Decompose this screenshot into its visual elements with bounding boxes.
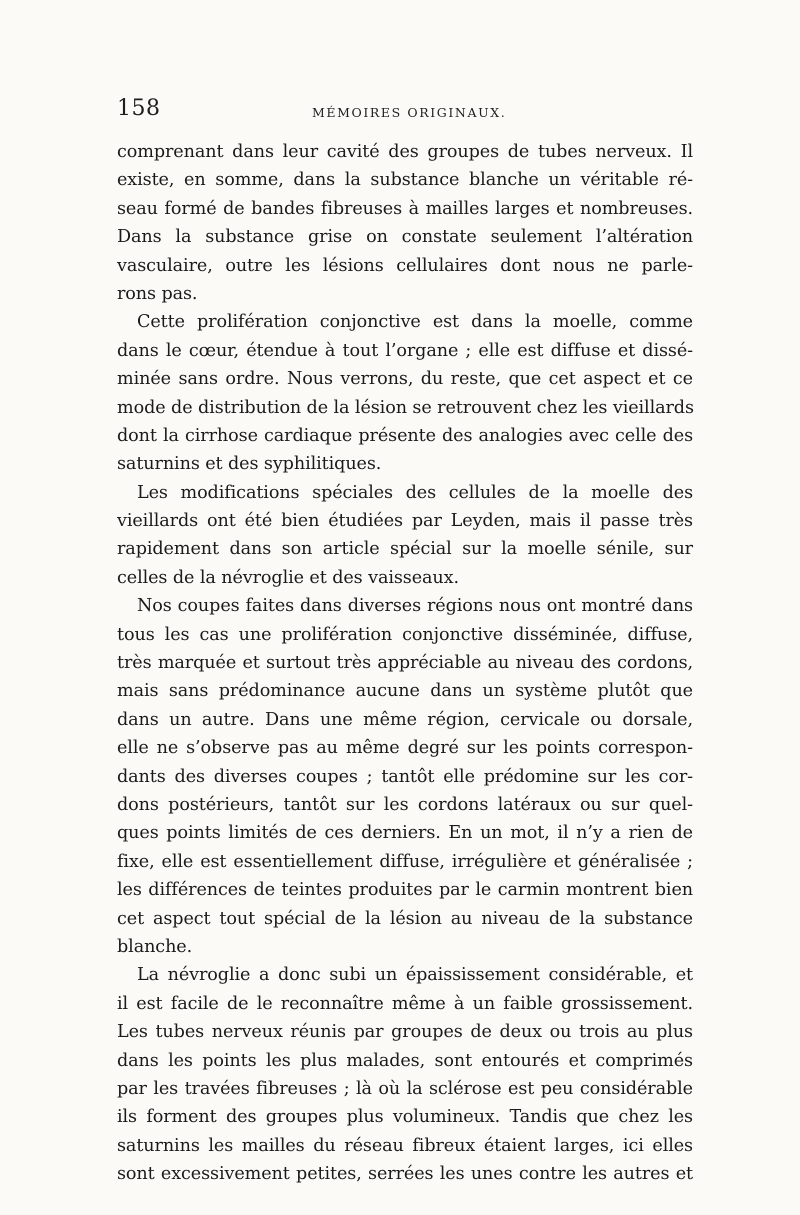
text-line: dans les points les plus malades, sont entourés et comprimés	[117, 1050, 693, 1071]
text-line: vieillards ont été bien étudiées par Leyden, mais il passe très	[117, 511, 693, 532]
text-line: mais sans prédominance aucune dans un système plutôt que	[117, 681, 693, 702]
page-number: 158	[117, 96, 161, 121]
text-line: existe, en somme, dans la substance blanche un véritable ré-	[117, 170, 693, 191]
text-line: dons postérieurs, tantôt sur les cordons latéraux ou sur quel-	[117, 794, 693, 815]
running-title: MÉMOIRES ORIGINAUX.	[312, 105, 507, 120]
body-text	[117, 138, 693, 1188]
text-line: par les travées fibreuses ; là où la sclérose est peu considérable	[117, 1078, 693, 1099]
text-line: tous les cas une prolifération conjonctive disséminée, diffuse,	[117, 624, 693, 645]
paragraph-start-line: La névroglie a donc subi un épaississement considérable, et	[137, 965, 693, 986]
text-line: saturnins les mailles du réseau fibreux étaient larges, ici elles	[117, 1135, 693, 1156]
text-line: comprenant dans leur cavité des groupes de tubes nerveux. Il	[117, 142, 693, 162]
text-line: rons pas.	[117, 283, 198, 304]
text-line: sont excessivement petites, serrées les unes contre les autres et	[117, 1164, 693, 1185]
text-line: Dans la substance grise on constate seulement l’altération	[117, 227, 693, 248]
text-line: les différences de teintes produites par le carmin montrent bien	[117, 880, 693, 901]
text-line: minée sans ordre. Nous verrons, du reste, que cet aspect et ce	[117, 369, 693, 390]
text-line: fixe, elle est essentiellement diffuse, irrégulière et généralisée ;	[117, 851, 693, 872]
text-line: mode de distribution de la lésion se retrouvent chez les vieillards	[117, 397, 694, 418]
text-line: dants des diverses coupes ; tantôt elle prédomine sur les cor-	[117, 766, 693, 787]
text-line: ils forment des groupes plus volumineux. Tandis que chez les	[117, 1107, 693, 1128]
text-line: celles de la névroglie et des vaisseaux.	[117, 567, 459, 588]
text-line: dans le cœur, étendue à tout l’organe ; elle est diffuse et dissé-	[117, 340, 693, 361]
paragraph-start-line: Cette prolifération conjonctive est dans la moelle, comme	[137, 312, 693, 333]
text-line: saturnins et des syphilitiques.	[117, 454, 382, 475]
text-line: blanche.	[117, 936, 193, 957]
paragraph-start-line: Les modifications spéciales des cellules de la moelle des	[137, 482, 693, 503]
text-line: seau formé de bandes fibreuses à mailles larges et nombreuses.	[117, 198, 693, 219]
text-line: il est facile de le reconnaître même à un faible grossissement.	[117, 993, 693, 1014]
text-line: très marquée et surtout très appréciable au niveau des cordons,	[117, 653, 693, 674]
text-line: rapidement dans son article spécial sur la moelle sénile, sur	[117, 539, 693, 560]
text-line: Les tubes nerveux réunis par groupes de deux ou trois au plus	[117, 1022, 693, 1043]
text-line: vasculaire, outre les lésions cellulaires dont nous ne parle-	[117, 255, 693, 276]
text-line: ques points limités de ces derniers. En un mot, il n’y a rien de	[117, 823, 693, 844]
page-header	[117, 96, 693, 126]
text-line: elle ne s’observe pas au même degré sur les points correspon-	[117, 738, 693, 759]
text-line: cet aspect tout spécial de la lésion au niveau de la substance	[117, 908, 693, 929]
text-line: dans un autre. Dans une même région, cervicale ou dorsale,	[117, 709, 693, 730]
paragraph-start-line: Nos coupes faites dans diverses régions nous ont montré dans	[137, 596, 693, 617]
text-line: dont la cirrhose cardiaque présente des analogies avec celle des	[117, 425, 693, 446]
